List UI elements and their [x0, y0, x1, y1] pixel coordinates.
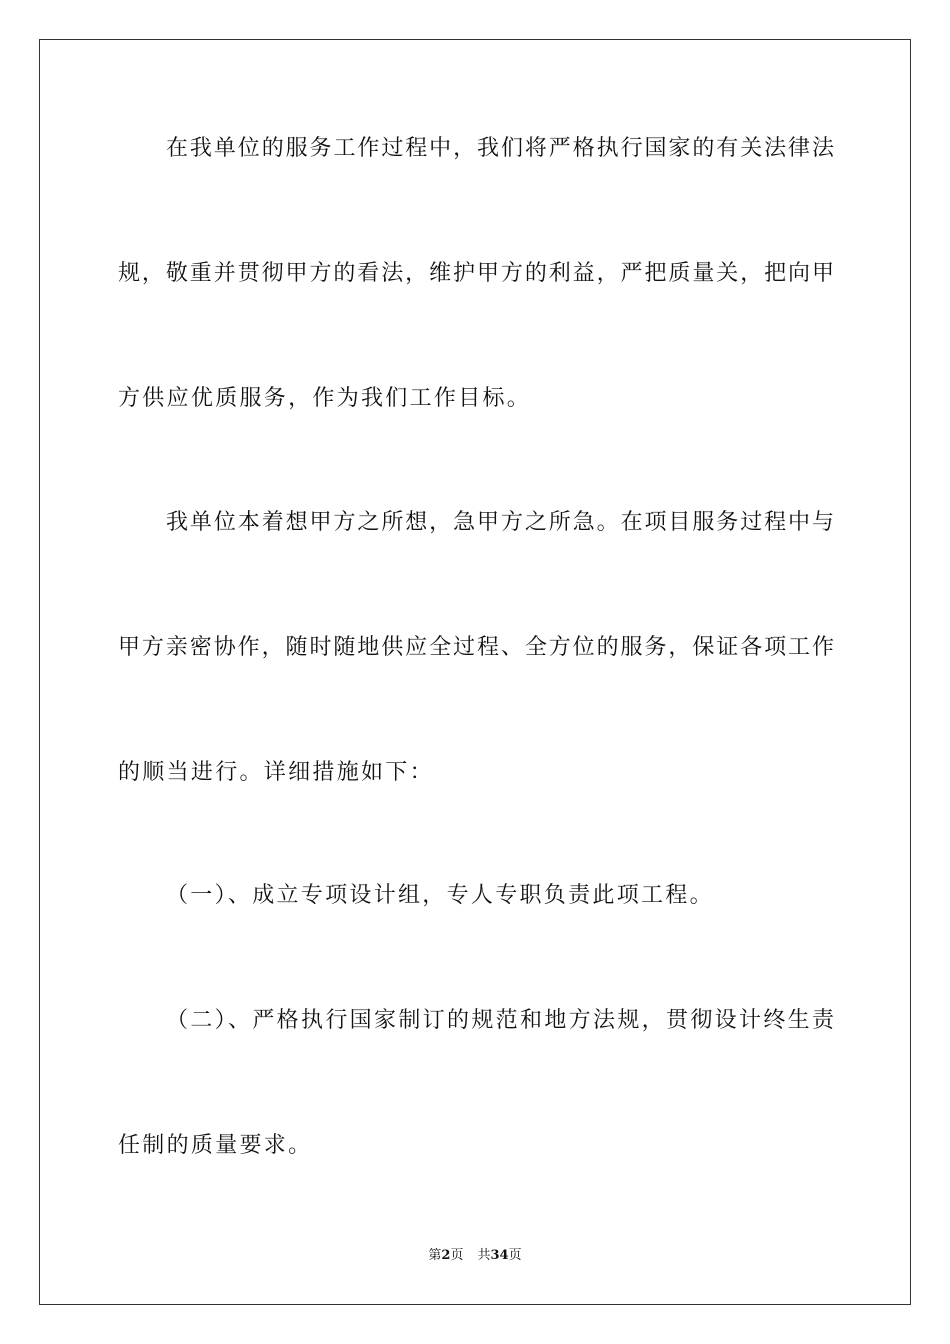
paragraph-1-line-3: 方供应优质服务，作为我们工作目标。 — [118, 386, 532, 411]
list-item-2-line-1: （二）、严格执行国家制订的规范和地方法规，贯彻设计终生责 — [166, 1008, 834, 1033]
page-suffix: 页 — [450, 1248, 464, 1263]
list-item-1: （一）、成立专项设计组，专人专职负责此项工程。 — [166, 883, 714, 908]
page-number: 2 — [441, 1248, 451, 1263]
page-prefix: 第 — [428, 1248, 442, 1263]
list-item-2-line-2: 任制的质量要求。 — [118, 1133, 313, 1158]
paragraph-1-line-1: 在我单位的服务工作过程中，我们将严格执行国家的有关法律法 — [166, 136, 834, 161]
total-prefix: 共 — [477, 1248, 491, 1263]
page-frame — [39, 39, 911, 1305]
total-suffix: 页 — [508, 1248, 522, 1263]
paragraph-2-line-1: 我单位本着想甲方之所想，急甲方之所急。在项目服务过程中与 — [166, 510, 834, 535]
paragraph-1-line-2: 规，敬重并贯彻甲方的看法，维护甲方的利益，严把质量关，把向甲 — [118, 261, 834, 286]
paragraph-2-line-2: 甲方亲密协作，随时随地供应全过程、全方位的服务，保证各项工作 — [118, 635, 834, 660]
page-footer — [0, 1247, 950, 1265]
total-pages: 34 — [490, 1248, 509, 1263]
paragraph-2-line-3: 的顺当进行。详细措施如下： — [118, 760, 434, 785]
